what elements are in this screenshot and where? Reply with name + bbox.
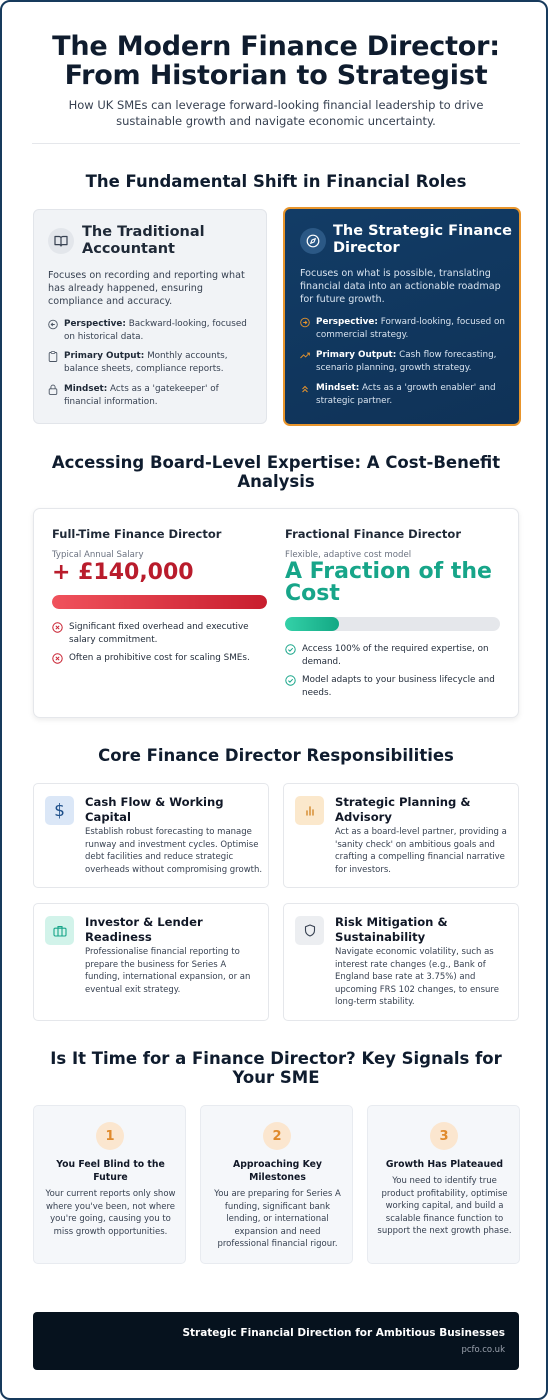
item-label: Primary Output: <box>64 351 145 361</box>
footer <box>33 1312 519 1370</box>
signal-number: 3 <box>430 1122 458 1150</box>
fulltime-item-text: Significant fixed overhead and executive salary commitment. <box>69 622 249 645</box>
fractional-item-text: Access 100% of the required expertise, on demand. <box>302 644 489 667</box>
item-text: Acts as a 'growth enabler' and strategic partner. <box>316 383 496 406</box>
cost-benefit-card <box>33 508 519 718</box>
shield-icon <box>295 916 324 945</box>
responsibility-description: Navigate economic volatility, such as interest rate changes (e.g., Bank of England base rate at 3.75%) and upcoming FRS 102 changes, to ensure long-term stability. <box>335 947 499 1007</box>
briefcase-icon <box>45 916 74 945</box>
page-title <box>32 32 520 90</box>
arrow-left-circle-icon <box>48 319 58 330</box>
signal-title: You Feel Blind to the Future <box>56 1159 165 1183</box>
book-icon <box>48 228 74 254</box>
arrow-right-circle-icon <box>300 317 310 328</box>
responsibility-description: Professionalise financial reporting to prepare the business for Series A funding, international expansion, or an eventual exit strategy. <box>85 947 251 995</box>
fulltime-item <box>52 652 270 665</box>
signal-title: Growth Has Plateaued <box>385 1159 504 1170</box>
header-divider <box>32 143 520 144</box>
traditional-description: Focuses on recording and reporting what has already happened, ensuring compliance and accuracy. <box>48 270 245 307</box>
signals-heading: Is It Time for a Finance Director? Key Signals for Your SME <box>50 1049 502 1087</box>
signal-description: You are preparing for Series A funding, significant bank lending, or international expansion and need professional financial rigour. <box>214 1189 341 1249</box>
item-label: Perspective: <box>316 317 378 327</box>
item-text: Monthly accounts, balance sheets, compliance reports. <box>64 351 228 374</box>
dollar-icon: $ <box>45 796 74 825</box>
page-header <box>32 32 520 129</box>
cost-heading: Accessing Board-Level Expertise: A Cost-Benefit Analysis <box>51 453 501 491</box>
item-label: Mindset: <box>316 383 360 393</box>
page-subtitle: How UK SMEs can leverage forward-looking financial leadership to drive sustainable growth and navigate economic uncertainty. <box>68 98 484 128</box>
fulltime-cost-bar <box>52 595 267 609</box>
footer-url[interactable]: pcfo.co.uk <box>461 1345 505 1355</box>
check-circle-icon <box>285 675 296 686</box>
strategic-description: Focuses on what is possible, translating financial data into an actionable roadmap for future growth. <box>300 268 501 305</box>
responsibility-card <box>33 903 269 1021</box>
fulltime-sublabel: Typical Annual Salary <box>52 550 144 560</box>
roles-heading: The Fundamental Shift in Financial Roles <box>85 172 467 191</box>
responsibility-card <box>283 903 519 1021</box>
signal-number: 2 <box>263 1122 291 1150</box>
item-text: Backward-looking, focused on historical data. <box>64 319 247 342</box>
responsibility-title: Investor & Lender Readiness <box>85 915 203 944</box>
fractional-sublabel: Flexible, adaptive cost model <box>285 550 412 560</box>
signal-card <box>200 1105 353 1264</box>
item-label: Perspective: <box>64 319 126 329</box>
item-label: Primary Output: <box>316 350 397 360</box>
lock-icon <box>48 384 58 395</box>
item-text: Acts as a 'gatekeeper' of financial information. <box>64 384 219 407</box>
fractional-cost-bar-fill <box>285 617 339 631</box>
signal-title: Approaching Key Milestones <box>233 1159 322 1183</box>
signal-description: You need to identify true product profitability, optimise working capital, and build a scalable finance function to support the next growth phase. <box>377 1176 512 1236</box>
footer-title: Strategic Financial Direction for Ambitious Businesses <box>182 1327 505 1339</box>
fulltime-item-text: Often a prohibitive cost for scaling SMEs. <box>69 653 250 663</box>
check-circle-icon <box>285 644 296 655</box>
traditional-title: The Traditional Accountant <box>82 224 205 257</box>
strategic-item-output <box>300 349 510 375</box>
traditional-item-perspective <box>48 318 258 344</box>
responsibility-title: Strategic Planning & Advisory <box>335 795 471 824</box>
responsibility-card <box>33 783 269 888</box>
bar-chart-icon <box>295 796 324 825</box>
responsibility-card <box>283 783 519 888</box>
compass-icon <box>300 228 326 254</box>
trending-up-icon <box>300 350 310 361</box>
traditional-accountant-card <box>33 209 267 424</box>
fractional-title: Fractional Finance Director <box>285 527 461 541</box>
signal-description: Your current reports only show where you've been, not where you're going, causing you to miss growth opportunities. <box>45 1189 176 1237</box>
x-circle-icon <box>52 622 63 633</box>
signal-card <box>33 1105 186 1264</box>
chevrons-up-icon <box>300 383 310 394</box>
fractional-item-text: Model adapts to your business lifecycle and needs. <box>302 675 495 698</box>
item-text: Cash flow forecasting, scenario planning, growth strategy. <box>316 350 497 373</box>
traditional-item-mindset <box>48 383 258 409</box>
responsibilities-heading: Core Finance Director Responsibilities <box>98 746 454 765</box>
responsibility-description: Establish robust forecasting to manage runway and investment cycles. Optimise debt facilities and reduce strategic overheads without compromising growth. <box>85 827 263 875</box>
strategic-title: The Strategic Finance Director <box>333 223 512 256</box>
signal-number: 1 <box>96 1122 124 1150</box>
item-label: Mindset: <box>64 384 108 394</box>
strategic-item-perspective <box>300 316 510 342</box>
responsibility-title: Risk Mitigation & Sustainability <box>335 915 448 944</box>
fulltime-cost-bar-fill <box>52 595 267 609</box>
signal-card <box>367 1105 520 1264</box>
fractional-cost-bar <box>285 617 500 631</box>
strategic-item-mindset <box>300 382 510 408</box>
responsibility-title: Cash Flow & Working Capital <box>85 795 224 824</box>
x-circle-icon <box>52 653 63 664</box>
strategic-director-card <box>283 207 521 426</box>
traditional-item-output <box>48 350 258 376</box>
fractional-item <box>285 643 503 669</box>
responsibility-description: Act as a board-level partner, providing a 'sanity check' on ambitious goals and crafting a compelling financial narrative for investors. <box>335 827 507 875</box>
page-title-line-2: From Historian to Strategist <box>64 60 488 91</box>
fractional-value: A Fraction of the Cost <box>285 559 492 606</box>
fulltime-item <box>52 621 270 647</box>
page-title-line-1: The Modern Finance Director: <box>52 31 500 62</box>
fractional-item <box>285 674 503 700</box>
fulltime-title: Full-Time Finance Director <box>52 527 222 541</box>
clipboard-icon <box>48 351 58 362</box>
item-text: Forward-looking, focused on commercial strategy. <box>316 317 505 340</box>
fulltime-value: + £140,000 <box>52 560 194 585</box>
